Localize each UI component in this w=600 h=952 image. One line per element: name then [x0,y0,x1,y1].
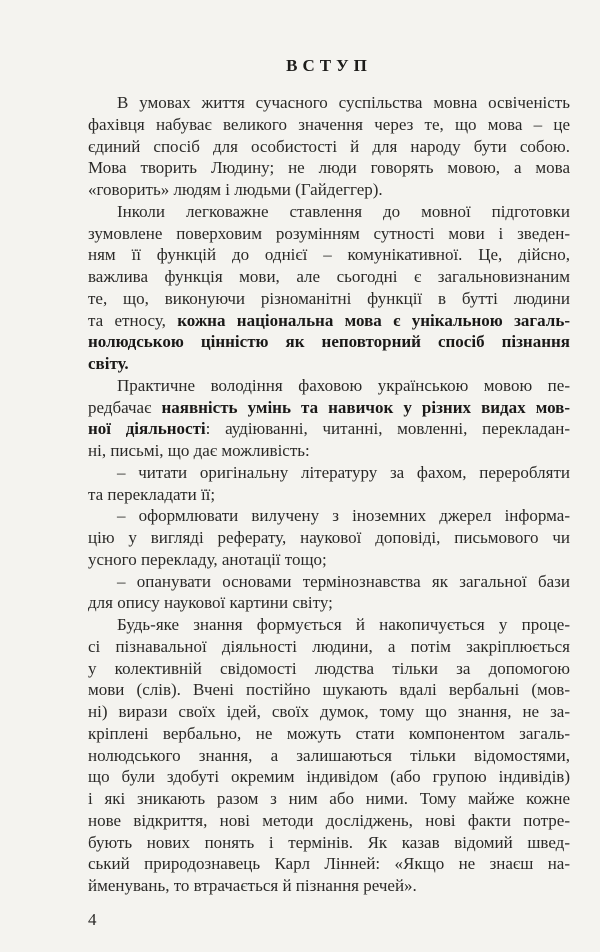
page-number: 4 [88,910,97,929]
text-segment: єдиний спосіб для особистості й для народу бути собою. [88,136,570,156]
text-line [88,157,570,179]
body-text [88,92,570,897]
text-line [88,484,570,506]
text-line [88,375,570,397]
text-segment: та перекладати її; [88,484,216,504]
text-line [88,244,570,266]
text-line [88,679,570,701]
text-segment: усного перекладу, анотації тощо; [88,549,327,569]
text-segment: для опису наукової картини світу; [88,593,333,613]
text-line [88,875,570,897]
text-line [88,462,570,484]
text-line [88,288,570,310]
text-line [88,832,570,854]
text-line [88,549,570,571]
text-segment: важлива функція мови, але сьогодні є загальновизнаним [88,267,570,286]
text-segment: – оформлювати вилучену з іноземних джерел інформа- [117,506,570,526]
text-segment: мови (слів). Вчені постійно шукають вдалі вербальні (мов- [88,680,570,700]
text-line [88,745,570,767]
text-segment: цію у вигляді реферату, наукової доповіді, письмового чи [88,528,570,547]
text-line [88,136,570,158]
text-line [88,723,570,745]
text-line [88,853,570,875]
text-line [88,92,570,114]
text-line [88,592,570,614]
text-segment: ням її функцій до однієї – комунікативної. Це, дійсно, [88,245,570,265]
text-segment: нове відкриття, нові методи досліджень, нові факти потре- [88,810,570,830]
text-segment: : аудіюванні, читанні, мовленні, перекладан- [205,419,570,439]
text-line [88,310,570,332]
text-line [88,571,570,593]
bold-text: ної діяльності [88,419,206,439]
text-segment: йменувань, то втрачається й пізнання речей». [88,876,417,895]
bold-text: світу. [88,354,129,373]
text-line [88,440,570,462]
text-line [88,636,570,658]
text-segment: що були здобуті окремим індивідом (або групою індивідів) [88,767,570,787]
text-segment: те, що, виконуючи різноманітні функції в бутті людини [88,288,570,308]
text-line [88,658,570,680]
text-line [88,614,570,636]
text-line [88,505,570,527]
text-segment: ні, письмі, що дає можливість: [88,441,310,460]
text-segment: зумовлене поверховим розумінням сутності мови і зведен- [88,223,570,243]
text-line [88,266,570,288]
bold-text: нолюдською цінністю як неповторний спосіб пізнання [88,332,570,352]
bold-text: наявність умінь та навичок у різних видах мов- [161,397,570,417]
text-line [88,766,570,788]
text-line [88,114,570,136]
text-line [88,788,570,810]
text-segment: – читати оригінальну літературу за фахом, переробляти [117,462,570,482]
text-line [88,331,570,353]
text-line [88,701,570,723]
text-segment: бують нових понять і термінів. Як казав відомий швед- [88,832,570,852]
text-line [88,397,570,419]
text-segment: ський природознавець Карл Лінней: «Якщо не знаєш на- [88,854,570,874]
text-segment: і які зникають разом з ним або ними. Тому майже кожне [88,789,570,808]
text-line [88,810,570,832]
text-line [88,179,570,201]
text-segment: – опанувати основами термінознавства як загальної бази [117,571,570,591]
text-segment: Будь-яке знання формується й накопичується у проце- [117,615,570,634]
text-segment: «говорить» людям і людьми (Гайдеггер). [88,180,383,199]
text-line [88,418,570,440]
text-segment: Практичне володіння фаховою українською мовою пе- [117,375,570,395]
text-segment: нолюдського знання, а залишаються тільки відомостями, [88,745,570,765]
text-line [88,201,570,223]
text-segment: В умовах життя сучасного суспільства мовна освіченість [117,93,570,112]
bold-text: кожна національна мова є унікальною загаль- [177,310,570,330]
text-line [88,527,570,549]
text-segment: ні) вирази своїх ідей, своїх думок, тому що знання, не за- [88,702,570,721]
text-segment: та етносу, [88,310,178,330]
text-segment: сі пізнавальної діяльності людини, а потім закріплюється [88,636,570,656]
text-segment: Мова творить Людину; не люди говорять мовою, а мова [88,158,570,178]
page-title: ВСТУП [286,56,372,75]
text-line [88,353,570,375]
text-segment: Інколи легковажне ставлення до мовної підготовки [117,201,570,221]
text-line [88,223,570,245]
text-segment: у колективній свідомості людства тільки за допомогою [88,658,570,678]
text-segment: кріплені вербально, не можуть стати компонентом загаль- [88,723,570,743]
text-segment: фахівця набуває великого значення через те, що мова – це [88,114,570,134]
text-segment: редбачає [88,397,162,417]
